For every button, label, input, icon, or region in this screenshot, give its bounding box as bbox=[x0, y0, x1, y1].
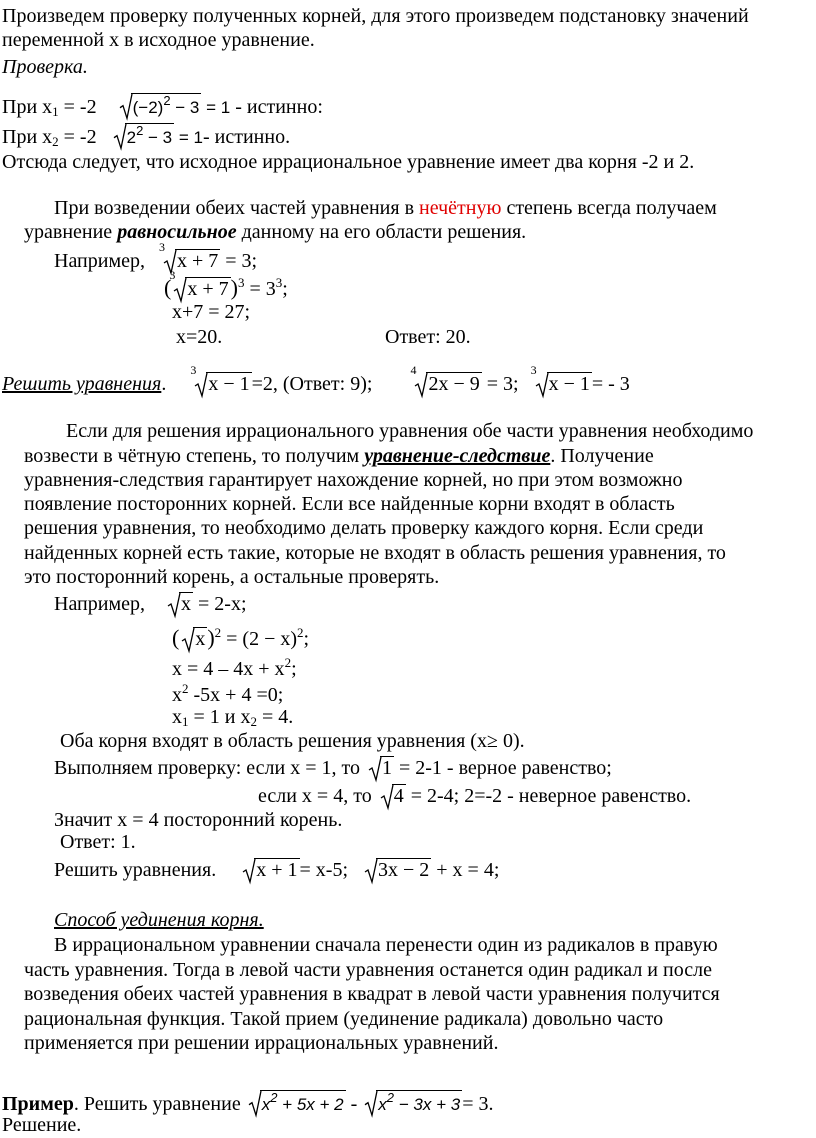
even-line-3: уравнения-следствия гарантирует нахождение корней, но при этом возможно bbox=[24, 469, 683, 491]
example2-sqrt: x bbox=[168, 592, 193, 616]
example2-verify-1: Выполняем проверку: если x = 1, то 1 = 2-1 - верное равенство; bbox=[54, 757, 612, 779]
solve-cube-root-2: 3 x − 1 bbox=[530, 363, 590, 395]
final-sqrt-1: $x^2 + 5x + 2$ bbox=[249, 1090, 346, 1115]
solve-cube-root-1: 3 x − 1 bbox=[190, 363, 250, 395]
solve2-sqrt-1: x + 1 bbox=[243, 858, 299, 882]
even-line-7: это посторонний корень, а остальные проверять. bbox=[24, 566, 440, 588]
example2-line-1: Например, x = 2-x; bbox=[54, 593, 247, 615]
method-line-5: применяется при решении иррациональных уравнений. bbox=[24, 1032, 499, 1054]
intro-line-2: переменной х в исходное уравнение. bbox=[2, 29, 315, 51]
method-line-3: возведения обеих частей уравнения в квадрат в левой части уравнения получится bbox=[24, 983, 720, 1005]
verify-sqrt-2: 4 bbox=[381, 784, 406, 808]
solve-line: Решить уравнения. 3 x − 1 =2, (Ответ: 9); 4 2x − 9 = 3; 3 x − 1 = - 3 bbox=[2, 363, 630, 395]
example2-sqrt-2: x bbox=[182, 627, 207, 651]
check-line-1: При $х_1 = -2$ $(-2)^2 - 3 = 1$ - истинно: bbox=[2, 93, 323, 119]
method-line-4: рациональная функция. Такой прием (уединение радикала) довольно часто bbox=[24, 1008, 664, 1030]
example1-answer: Ответ: 20. bbox=[385, 326, 471, 348]
example2-line-3: $x = 4 - 4x + x^2$; bbox=[172, 655, 297, 680]
example1-line-2: ( 3 $x + 7)^3 = 3^3$; bbox=[164, 268, 288, 300]
odd-highlight: нечётную bbox=[419, 197, 502, 219]
example2-answer: Ответ: 1. bbox=[60, 831, 136, 853]
intro-line-1: Произведем проверку полученных корней, для этого произведем подстановку значений bbox=[2, 5, 749, 27]
example2-line-5: $x_1 = 1$ и $x_2 = 4$. bbox=[172, 706, 294, 729]
solve2-line: Решить уравнения. x + 1 = x-5; 3x − 2 + x = 4; bbox=[54, 859, 500, 881]
solution-label: Решение. bbox=[2, 1114, 82, 1136]
check2-radical: $2^2 - 3$ bbox=[114, 123, 175, 148]
method-line-1: В иррациональном уравнении сначала перенести один из радикалов в правую bbox=[54, 934, 718, 956]
check1-radical: $(-2)^2 - 3$ bbox=[120, 93, 202, 118]
check-line-2: При $х_2 = -2$ $2^2 - 3 = 1-$ истинно. bbox=[2, 123, 291, 149]
even-line-5: решения уравнения, то необходимо делать проверку каждого корня. Если среди bbox=[24, 517, 704, 539]
solve-fourth-root: 4 2x − 9 bbox=[410, 363, 480, 395]
example2-line-2: ( $x)^2 = (2 - x)^2$; bbox=[172, 625, 310, 650]
example2-verify-2: если x = 4, то 4 = 2-4; 2=-2 - неверное равенство. bbox=[258, 785, 692, 807]
method-title: Способ уединения корня. bbox=[54, 909, 264, 931]
final-sqrt-2: $x^2 - 3x + 3$ bbox=[365, 1090, 462, 1115]
even-line-2: возвести в чётную степень, то получим уравнение-следствие. Получение bbox=[24, 445, 654, 467]
check-heading: Проверка. bbox=[2, 56, 88, 78]
example1-line-1: Например, 3 x + 7 = 3; bbox=[54, 240, 258, 272]
even-line-1: Если для решения иррационального уравнения обе части уравнения необходимо bbox=[66, 420, 754, 442]
method-line-2: часть уравнения. Тогда в левой части уравнения останется один радикал и после bbox=[24, 959, 712, 981]
example1-line-4: x=20. bbox=[176, 326, 223, 348]
verify-sqrt-1: 1 bbox=[369, 756, 394, 780]
odd-paragraph-line-2: уравнение равносильное данному на его области решения. bbox=[24, 221, 527, 243]
example2-extraneous: Значит x = 4 посторонний корень. bbox=[54, 809, 343, 831]
solve2-sqrt-2: 3x − 2 bbox=[365, 858, 431, 882]
example1-cube-root: 3 x + 7 bbox=[159, 240, 219, 272]
even-line-4: появление посторонних корней. Если все найденные корни входят в область bbox=[24, 493, 675, 515]
final-example-line: Пример. Решить уравнение $x^2 + 5x + 2$ - $x^2 - 3x + 3 = 3$. bbox=[2, 1090, 494, 1115]
example2-both-roots: Оба корня входят в область решения уравнения (x≥ 0). bbox=[60, 730, 525, 752]
odd-paragraph-line-1: При возведении обеих частей уравнения в нечётную степень всегда получаем bbox=[54, 197, 717, 219]
example1-line-3: x+7 = 27; bbox=[172, 301, 251, 323]
example1-cube-root-2: 3 x + 7 bbox=[169, 268, 229, 300]
even-line-6: найденных корней есть такие, которые не входят в область решения уравнения, то bbox=[24, 542, 726, 564]
conclusion-line: Отсюда следует, что исходное иррациональное уравнение имеет два корня -2 и 2. bbox=[2, 151, 695, 173]
example2-line-4: $x^2$ -5x + 4 =0; bbox=[172, 681, 284, 706]
